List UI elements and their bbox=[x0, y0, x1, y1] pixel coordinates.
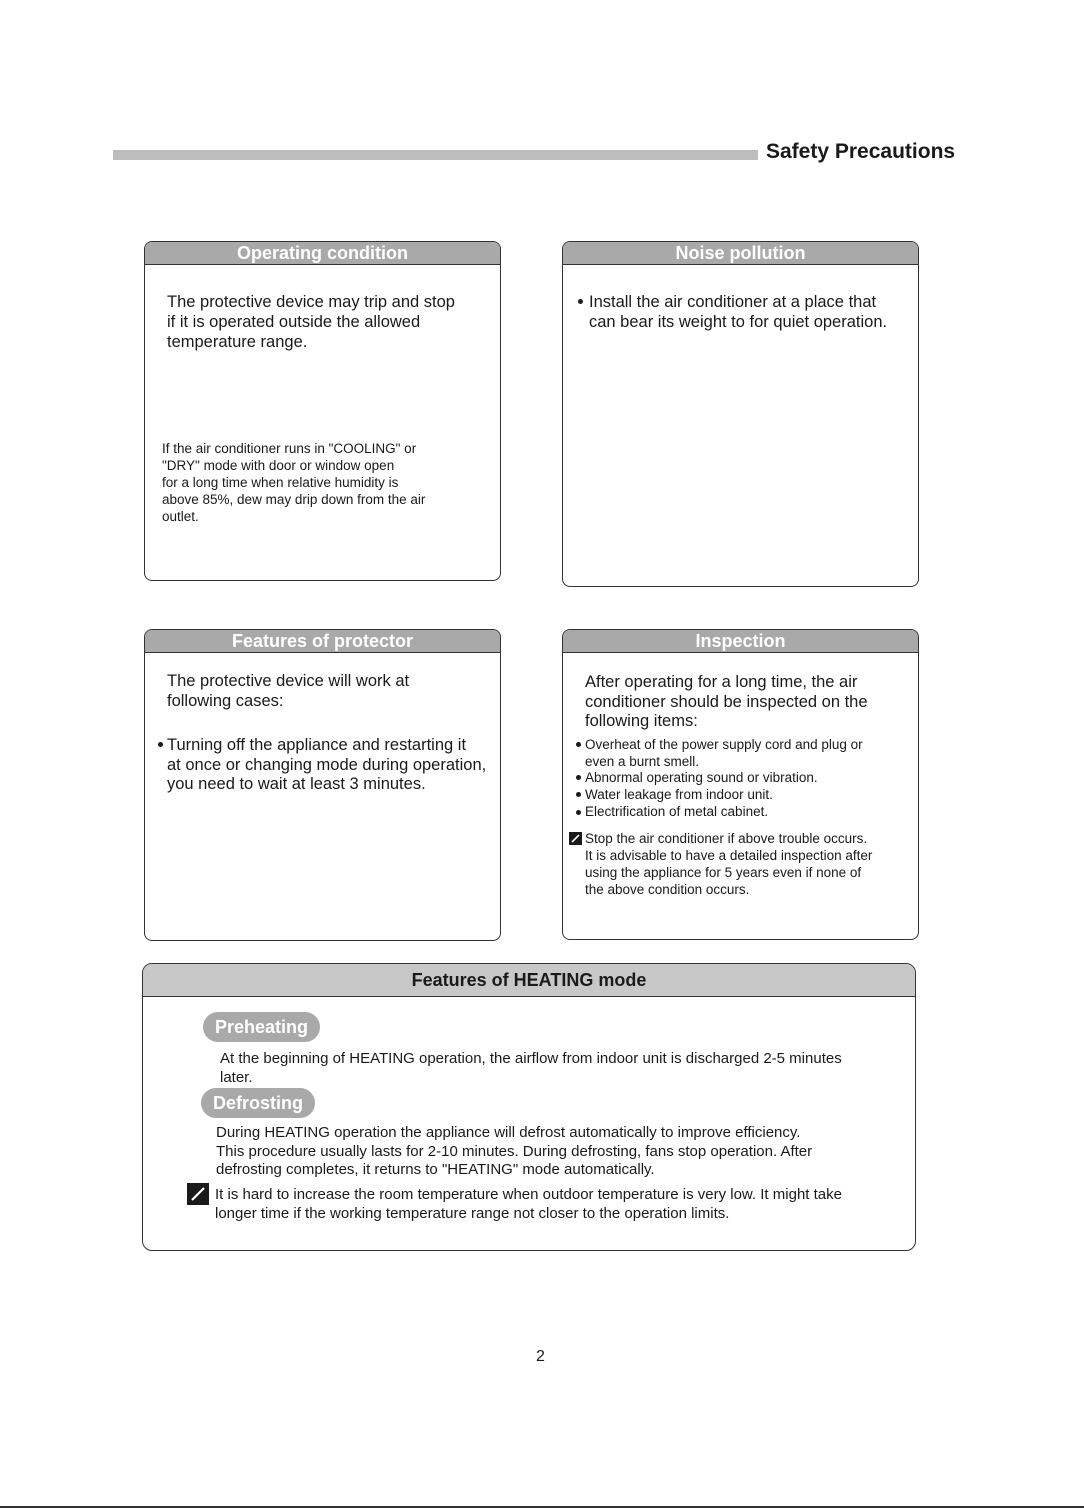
header-rule bbox=[113, 150, 758, 160]
page-number: 2 bbox=[536, 1348, 545, 1365]
inspection-note-line: using the appliance for 5 years even if none of bbox=[585, 865, 862, 880]
dew-warning-line: "DRY" mode with door or window open bbox=[162, 458, 395, 473]
noise-pollution-title: Noise pollution bbox=[563, 242, 918, 265]
note-icon bbox=[569, 832, 582, 845]
inspection-intro-line: After operating for a long time, the air bbox=[585, 673, 858, 691]
protector-bullet-line: Turning off the appliance and restarting it bbox=[167, 736, 467, 754]
inspection-intro-line: conditioner should be inspected on the bbox=[585, 693, 868, 711]
bullet-icon bbox=[576, 775, 581, 780]
defrosting-text-line: defrosting completes, it returns to "HEATING" mode automatically. bbox=[216, 1161, 655, 1178]
inspection-item: even a burnt smell. bbox=[585, 754, 700, 769]
dew-warning-line: outlet. bbox=[162, 509, 199, 524]
heating-mode-title: Features of HEATING mode bbox=[143, 964, 915, 997]
bullet-icon bbox=[578, 299, 583, 304]
protector-intro-line: following cases: bbox=[167, 692, 284, 710]
inspection-item: Abnormal operating sound or vibration. bbox=[585, 770, 818, 785]
defrosting-text-line: During HEATING operation the appliance will defrost automatically to improve efficiency. bbox=[216, 1124, 801, 1141]
inspection-note-line: It is advisable to have a detailed inspection after bbox=[585, 848, 873, 863]
defrosting-label: Defrosting bbox=[201, 1088, 315, 1118]
dew-warning-line: for a long time when relative humidity is bbox=[162, 475, 399, 490]
heating-mode-panel bbox=[142, 963, 916, 1251]
preheating-text-line: At the beginning of HEATING operation, the airflow from indoor unit is discharged 2-5 minutes bbox=[220, 1050, 842, 1067]
bottom-rule bbox=[0, 1506, 1084, 1508]
inspection-panel bbox=[562, 629, 919, 940]
protector-bullet-line: at once or changing mode during operation, bbox=[167, 756, 487, 774]
inspection-item: Electrification of metal cabinet. bbox=[585, 804, 769, 819]
inspection-note-line: Stop the air conditioner if above trouble occurs. bbox=[585, 831, 868, 846]
bullet-icon bbox=[576, 792, 581, 797]
heating-note-line: It is hard to increase the room temperature when outdoor temperature is very low. It might take bbox=[215, 1186, 842, 1203]
dew-warning-line: If the air conditioner runs in "COOLING" or bbox=[162, 441, 417, 456]
inspection-title: Inspection bbox=[563, 630, 918, 653]
note-icon bbox=[187, 1183, 209, 1205]
operating-condition-text-line: if it is operated outside the allowed bbox=[167, 313, 421, 331]
preheating-label: Preheating bbox=[203, 1012, 320, 1042]
operating-condition-title: Operating condition bbox=[145, 242, 500, 265]
dew-warning-line: above 85%, dew may drip down from the air bbox=[162, 492, 426, 507]
inspection-item: Water leakage from indoor unit. bbox=[585, 787, 773, 802]
bullet-icon bbox=[576, 742, 581, 747]
page-title: Safety Precautions bbox=[766, 140, 956, 163]
inspection-intro-line: following items: bbox=[585, 712, 698, 730]
features-of-protector-panel bbox=[144, 629, 501, 941]
noise-pollution-text-line: Install the air conditioner at a place that bbox=[589, 293, 877, 311]
heating-note-line: longer time if the working temperature range not closer to the operation limits. bbox=[215, 1205, 730, 1222]
operating-condition-text-line: temperature range. bbox=[167, 333, 308, 351]
protector-intro-line: The protective device will work at bbox=[167, 672, 410, 690]
inspection-item: Overheat of the power supply cord and plug or bbox=[585, 737, 863, 752]
noise-pollution-panel bbox=[562, 241, 919, 587]
bullet-icon bbox=[576, 810, 581, 815]
defrosting-text-line: This procedure usually lasts for 2-10 minutes. During defrosting, fans stop operation. After bbox=[216, 1143, 813, 1160]
operating-condition-text-line: The protective device may trip and stop bbox=[167, 293, 455, 311]
protector-bullet-line: you need to wait at least 3 minutes. bbox=[167, 775, 426, 793]
noise-pollution-text-line: can bear its weight to for quiet operation. bbox=[589, 313, 888, 331]
inspection-note-line: the above condition occurs. bbox=[585, 882, 750, 897]
bullet-icon bbox=[158, 742, 163, 747]
features-of-protector-title: Features of protector bbox=[145, 630, 500, 653]
preheating-text-line: later. bbox=[220, 1069, 253, 1086]
operating-condition-panel bbox=[144, 241, 501, 581]
